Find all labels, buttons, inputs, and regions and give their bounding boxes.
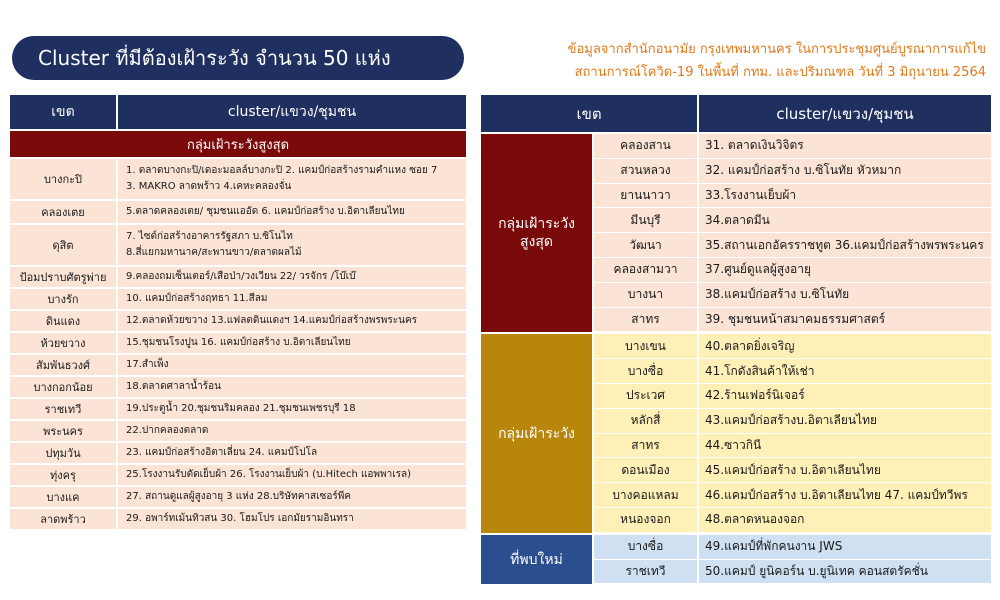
cluster-cell: 34.ตลาดมีน <box>705 212 770 227</box>
cluster-cell: 35.สถานเอกอัครราชทูต 36.แคมป์ก่อสร้างพรพระนคร <box>705 237 984 252</box>
cluster-line: 9.คลองถมเซ็นเตอร์/เสือป่า/วงเวียน 22/ วรจักร /โบ๊เบ๊ <box>126 271 356 282</box>
source-note-line: สถานการณ์โควิด-19 ในพื้นที่ กทม. และปริมณฑล วันที่ 3 มิถุนายน 2564 <box>574 65 986 80</box>
cluster-cell: 38.แคมป์ก่อสร้าง บ.ซิโนทัย <box>705 287 850 302</box>
cluster-cell <box>118 465 466 485</box>
table-row <box>10 375 466 397</box>
table-row <box>594 535 991 560</box>
source-note <box>506 38 986 84</box>
group-label: ที่พบใหม่ <box>481 535 594 585</box>
table-row <box>10 157 466 199</box>
group-label: กลุ่มเฝ้าระวังสูงสุด <box>481 134 594 332</box>
right-table-header <box>481 95 991 132</box>
district-column-header: เขต <box>481 95 699 132</box>
table-row <box>594 560 991 585</box>
table-row <box>594 308 991 333</box>
cluster-line: 15.ชุมชนโรงปูน 16. แคมป์ก่อสร้าง บ.อิตาเลียนไทย <box>126 337 351 348</box>
district-cell: วัฒนา <box>594 233 699 257</box>
cluster-line: 5.ตลาดคลองเตย/ ชุมชนแออัด 6. แคมป์ก่อสร้าง บ.อิตาเลียนไทย <box>126 206 405 217</box>
district-cell: ดุสิต <box>10 225 118 265</box>
table-row <box>594 134 991 159</box>
highest-watch-group-band: กลุ่มเฝ้าระวังสูงสุด <box>10 131 466 157</box>
district-cell: บางแค <box>10 487 118 507</box>
cluster-cell: 41.โกดังสินค้าให้เช่า <box>705 363 815 378</box>
cluster-cell <box>118 421 466 441</box>
table-row <box>10 419 466 441</box>
cluster-cell <box>118 377 466 397</box>
district-cell: หนองจอก <box>594 508 699 532</box>
left-table-header <box>10 95 466 129</box>
cluster-cell: 48.ตลาดหนองจอก <box>705 512 805 527</box>
table-row <box>594 409 991 434</box>
district-cell: บางกะปิ <box>10 159 118 199</box>
highest-watch-group <box>481 132 991 332</box>
table-row <box>10 331 466 353</box>
table-row <box>594 359 991 384</box>
table-row <box>10 309 466 331</box>
district-cell: หลักสี่ <box>594 409 699 433</box>
cluster-line: 17.สำเพ็ง <box>126 359 169 370</box>
table-row <box>594 233 991 258</box>
district-cell: สาทร <box>594 308 699 332</box>
table-row <box>594 334 991 359</box>
cluster-cell <box>118 509 466 529</box>
table-row <box>10 287 466 309</box>
left-cluster-table <box>10 95 466 529</box>
district-cell: คลองสาน <box>594 134 699 158</box>
table-row <box>594 258 991 283</box>
table-row <box>594 508 991 533</box>
district-cell: ปทุมวัน <box>10 443 118 463</box>
cluster-cell: 37.ศูนย์ดูแลผู้สูงอายุ <box>705 262 812 277</box>
cluster-line: 8.สี่แยกมหานาค/สะพานขาว/ตลาดผลไม้ <box>126 247 302 258</box>
cluster-cell <box>118 443 466 463</box>
cluster-line: 3. MAKRO ลาดพร้าว 4.เคหะคลองจั่น <box>126 181 292 192</box>
table-row <box>594 184 991 209</box>
cluster-column-header: cluster/แขวง/ชุมชน <box>776 104 914 123</box>
district-cell: ทุ่งครุ <box>10 465 118 485</box>
district-cell: ลาดพร้าว <box>10 509 118 529</box>
table-row <box>594 208 991 233</box>
cluster-line: 25.โรงงานรับตัดเย็บผ้า 26. โรงงานเย็บผ้า (บ.Hitech แอพพาเรล) <box>126 469 412 480</box>
table-row <box>10 265 466 287</box>
cluster-line: 18.ตลาดศาลาน้ำร้อน <box>126 381 222 392</box>
table-row <box>10 507 466 529</box>
cluster-cell: 32. แคมป์ก่อสร้าง บ.ซิโนทัย หัวหมาก <box>705 163 902 178</box>
cluster-line: 27. สถานดูแลผู้สูงอายุ 3 แห่ง 28.บริษัทคาสเซอร์พีค <box>126 491 351 502</box>
district-cell: บางซื่อ <box>594 359 699 383</box>
table-row <box>10 441 466 463</box>
cluster-line: 1. ตลาดบางกะปิ/เดอะมอลล์บางกะปิ 2. แคมป์ก่อสร้างรามคำแหง ซอย 7 <box>126 165 438 176</box>
district-cell: ดอนเมือง <box>594 458 699 482</box>
district-cell: มีนบุรี <box>594 208 699 232</box>
cluster-cell <box>118 289 466 309</box>
table-row <box>10 463 466 485</box>
cluster-line: 19.ประตูน้ำ 20.ชุมชนริมคลอง 21.ชุมชนเพชรบุรี 18 <box>126 403 356 414</box>
district-cell: สาทร <box>594 434 699 458</box>
table-row <box>10 223 466 265</box>
cluster-cell: 31. ตลาดเงินวิจิตร <box>705 138 804 153</box>
cluster-line: 22.ปากคลองตลาด <box>126 425 209 436</box>
left-table-body <box>10 157 466 529</box>
cluster-cell: 39. ชุมชนหน้าสมาคมธรรมศาสตร์ <box>705 311 886 326</box>
district-cell: ราชเทวี <box>594 560 699 584</box>
cluster-line: 7. ไซต์ก่อสร้างอาคารรัฐสภา บ.ซิโนไท <box>126 231 293 242</box>
district-cell: ห้วยขวาง <box>10 333 118 353</box>
cluster-cell <box>118 267 466 287</box>
newly-found-group <box>481 533 991 585</box>
cluster-cell: 49.แคมป์ที่พักคนงาน JWS <box>705 539 843 554</box>
right-table-body <box>481 132 991 584</box>
table-row <box>10 397 466 419</box>
district-cell: บางกอกน้อย <box>10 377 118 397</box>
cluster-cell: 44.ซาวกินี <box>705 437 762 452</box>
district-cell: ประเวศ <box>594 384 699 408</box>
right-cluster-table <box>481 95 991 584</box>
cluster-cell <box>118 355 466 375</box>
district-cell: บางรัก <box>10 289 118 309</box>
district-cell: ราชเทวี <box>10 399 118 419</box>
source-note-line: ข้อมูลจากสำนักอนามัย กรุงเทพมหานคร ในการประชุมศูนย์บูรณาการแก้ไข <box>567 42 986 57</box>
cluster-line: 23. แคมป์ก่อสร้างอิตาเลี่ยน 24. แคมป์โปโล <box>126 447 318 458</box>
cluster-line: 12.ตลาดห้วยขวาง 13.แฟลตดินแดงฯ 14.แคมป์ก่อสร้างพรพระนคร <box>126 315 418 326</box>
district-cell: สวนหลวง <box>594 159 699 183</box>
cluster-cell <box>118 159 466 199</box>
group-rows <box>594 334 991 532</box>
table-row <box>594 384 991 409</box>
watch-group <box>481 332 991 532</box>
table-row <box>10 199 466 223</box>
cluster-cell <box>118 225 466 265</box>
cluster-cell <box>118 333 466 353</box>
table-row <box>594 159 991 184</box>
page-title: Cluster ที่มีต้องเฝ้าระวัง จำนวน 50 แห่ง <box>12 36 464 80</box>
district-cell: บางนา <box>594 283 699 307</box>
cluster-cell <box>118 201 466 223</box>
district-cell: บางเขน <box>594 334 699 358</box>
district-cell: พระนคร <box>10 421 118 441</box>
cluster-cell: 46.แคมป์ก่อสร้าง บ.อิตาเลียนไทย 47. แคมป์ทวีพร <box>705 487 968 502</box>
cluster-column-header: cluster/แขวง/ชุมชน <box>227 104 357 120</box>
cluster-cell <box>118 487 466 507</box>
district-cell: ดินแดง <box>10 311 118 331</box>
district-cell: ป้อมปราบศัตรูพ่าย <box>10 267 118 287</box>
district-cell: บางคอแหลม <box>594 483 699 507</box>
district-cell: คลองเตย <box>10 201 118 223</box>
cluster-cell: 43.แคมป์ก่อสร้างบ.อิตาเลียนไทย <box>705 413 878 428</box>
group-label: กลุ่มเฝ้าระวัง <box>481 334 594 532</box>
cluster-cell: 40.ตลาดยิ่งเจริญ <box>705 338 795 353</box>
district-cell: คลองสามวา <box>594 258 699 282</box>
district-cell: บางซื่อ <box>594 535 699 559</box>
table-row <box>10 485 466 507</box>
cluster-cell <box>118 311 466 331</box>
cluster-cell: 50.แคมป์ ยูนิคอร์น บ.ยูนิเทค คอนสตรัคชั่น <box>705 563 929 578</box>
district-cell: สัมพันธวงศ์ <box>10 355 118 375</box>
cluster-cell: 33.โรงงานเย็บผ้า <box>705 187 797 202</box>
cluster-line: 10. แคมป์ก่อสร้างฤทธา 11.สีลม <box>126 293 268 304</box>
group-rows <box>594 134 991 332</box>
district-cell: ยานนาวา <box>594 184 699 208</box>
table-row <box>594 434 991 459</box>
cluster-cell: 45.แคมป์ก่อสร้าง บ.อิตาเลียนไทย <box>705 462 881 477</box>
table-row <box>594 458 991 483</box>
cluster-cell: 42.ร้านเฟอร์นิเจอร์ <box>705 388 805 403</box>
table-row <box>594 483 991 508</box>
cluster-cell <box>118 399 466 419</box>
district-column-header: เขต <box>10 95 118 129</box>
cluster-line: 29. อพาร์ทเม้นทิวสน 30. โฮมโปร เอกมัยรามอินทรา <box>126 513 354 524</box>
group-rows <box>594 535 991 585</box>
table-row <box>10 353 466 375</box>
table-row <box>594 283 991 308</box>
